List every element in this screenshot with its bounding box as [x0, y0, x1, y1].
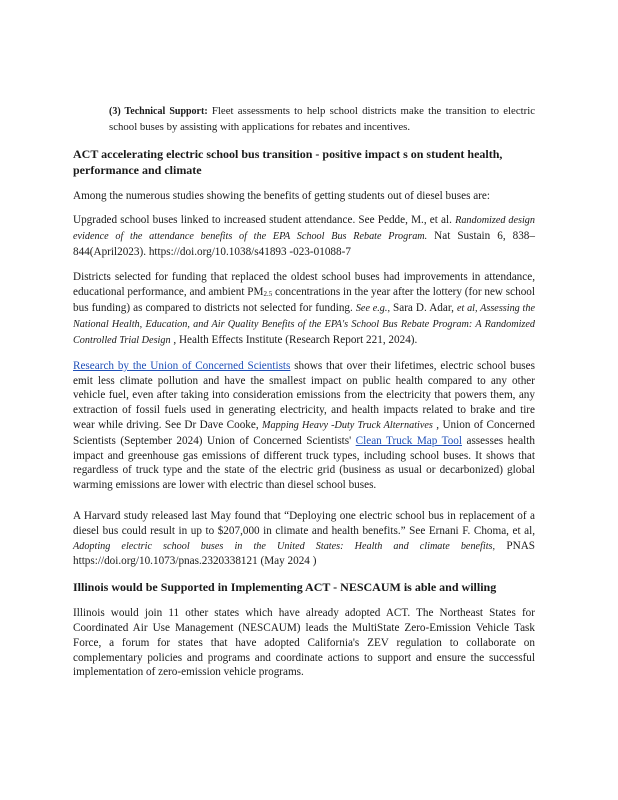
- clean-truck-map-tool-link[interactable]: Clean Truck Map Tool: [355, 434, 462, 447]
- study-districts-citation-rest: , Health Effects Institute (Research Report 221, 2024).: [170, 333, 418, 346]
- illinois-paragraph: Illinois would join 11 other states which have already adopted ACT. The Northeast States for Coordinated Air Use Management (NESCAUM) leads the MultiState Zero-Emission Vehicle Task Force, a forum for states that have adopted California's ZEV regulation to collaborate on complementary policies and programs and coordinate actions to support and ensure the successful implementation of zero-emission vehicle programs.: [73, 607, 535, 679]
- study-districts-author: Sara D. Adar,: [390, 302, 457, 315]
- document-page: [73, 104, 535, 680]
- intro-paragraph: Among the numerous studies showing the benefits of getting students out of diesel buses are:: [73, 189, 490, 202]
- harvard-paragraph: [73, 509, 535, 569]
- section-heading-illinois: Illinois would be Supported in Implementing ACT - NESCAUM is able and willing: [73, 580, 497, 595]
- harvard-text: A Harvard study released last May found that “Deploying one electric school bus in replacement of a diesel bus could result in up to $207,000 in climate and health benefits.” See Ernani F. Choma, et al,: [73, 509, 535, 537]
- study-districts-see-eg: See e.g.,: [355, 303, 390, 315]
- ucs-text-a: shows that over their lifetimes, electric school buses emit less climate pollution and have the smallest impact on public health compared to any other vehicle fuel, even after taking into consideration emissions from the electricity that powers them, any extraction of fossil fuels used in generating electricity, and health impacts related to brake and tire wear while driving. See Dr Dave Cooke,: [73, 359, 535, 431]
- study-attendance-text: Upgraded school buses linked to increased student attendance. See Pedde, M., et al.: [73, 214, 456, 227]
- harvard-citation-title: Adopting electric school buses in the United States: Health and climate benefits,: [73, 540, 496, 552]
- study-attendance-citation-rest: Nat Sustain 6, 838–844(April2023). https://doi.org/10.1038/s41893 -023-01088-7: [73, 230, 535, 258]
- study-districts-text-b: concentrations in the year after the lottery (for new school bus funding) as compared to districts not selected for funding.: [73, 285, 535, 315]
- technical-support-text: Fleet assessments to help school districts make the transition to electric school buses by assisting with applications for rebates and incentives.: [109, 105, 536, 133]
- study-attendance-paragraph: [73, 213, 535, 259]
- study-attendance-citation-title: Randomized design evidence of the attendance benefits of the EPA School Bus Rebate Program.: [73, 215, 535, 243]
- study-districts-paragraph: [73, 270, 535, 349]
- ucs-text-b: , Union of Concerned Scientists (September 2024) Union of Concerned Scientists': [73, 418, 535, 447]
- section-heading-benefits: ACT accelerating electric school bus transition - positive impact s on student health, performance and climate: [73, 146, 503, 177]
- ucs-citation-title: Mapping Heavy -Duty Truck Alternatives: [262, 419, 433, 431]
- harvard-citation-rest: PNAS https://doi.org/10.1073/pnas.2320338121 (May 2024 ): [73, 539, 535, 568]
- study-districts-citation-title: et al, Assessing the National Health, Education, and Air Quality Benefits of the EPA's School Bus Rebate Program: A Randomized Controlled Trial Design: [73, 303, 535, 346]
- ucs-research-link[interactable]: Research by the Union of Concerned Scientists: [73, 359, 291, 372]
- study-districts-text-a: Districts selected for funding that replaced the oldest school buses had improvements in attendance, educational performance, and ambient PM: [73, 270, 535, 298]
- ucs-text-c: assesses health impact and greenhouse gas emissions of different truck types, including school buses. It shows that regardless of truck type and the state of the electric grid (business as usual or decarbonized) global warming emissions are lower with electric than diesel school buses.: [73, 434, 535, 492]
- technical-support-label: (3) Technical Support:: [109, 106, 208, 117]
- pm-subscript: 2.5: [263, 289, 273, 298]
- ucs-paragraph: [73, 359, 535, 493]
- technical-support-paragraph: [73, 104, 535, 135]
